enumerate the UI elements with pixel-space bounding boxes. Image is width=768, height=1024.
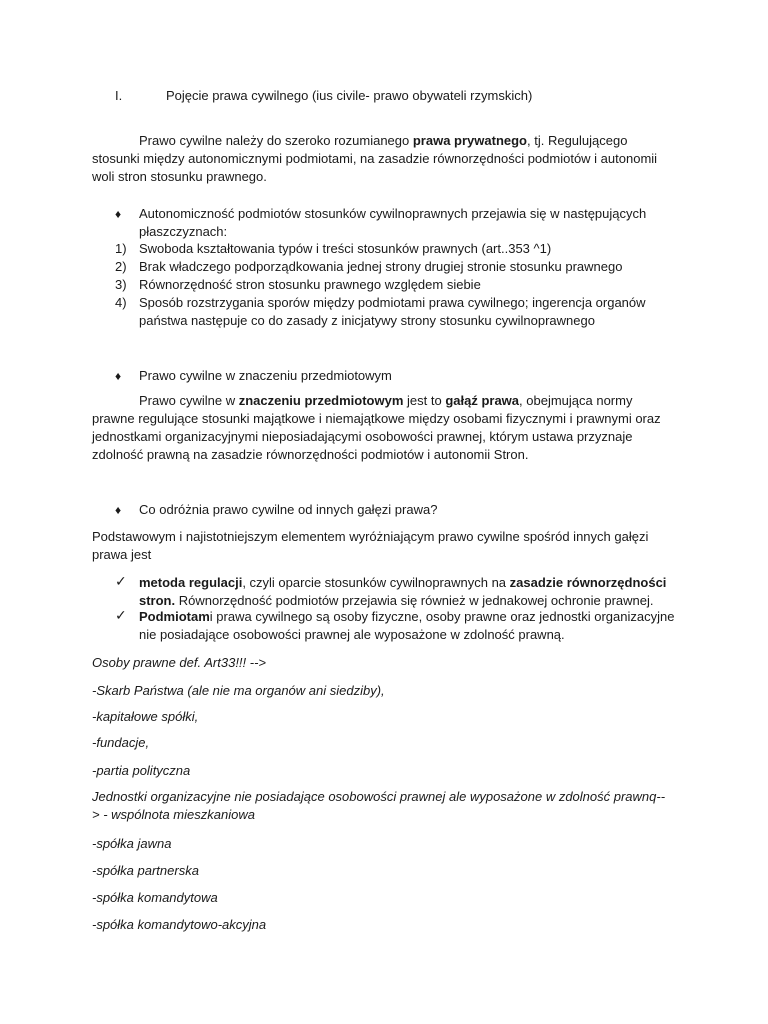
- italic-line: -spółka komandytowo-akcyjna: [92, 917, 267, 932]
- list-number: 3): [115, 277, 127, 292]
- p2-bold-b: znaczeniu przedmiotowym: [238, 393, 404, 408]
- p2-text-e: , obejmująca normy prawne regulujące stosunki majątkowe i niemajątkowe między osobami fizycznymi i prawnymi oraz jednostkami organizacyjnymi nieposiadającymi osobowości prawnej, którym ustawa przyznaje zdolność prawną na zasadzie równorzędności podmiotów i autonomii Stron.: [92, 393, 661, 462]
- list-item: Brak władczego podporządkowania jednej strony drugiej stronie stosunku prawnego: [139, 259, 623, 274]
- diamond-bullet-icon: ♦: [115, 503, 122, 517]
- check-item-metoda-regulacji: [139, 574, 679, 610]
- check-item-podmioty: [139, 608, 679, 644]
- paragraph-galaz-prawa: [92, 392, 672, 464]
- p2-text-a: Prawo cywilne w: [139, 393, 239, 408]
- c1-text-d: Równorzędność podmiotów przejawia się również w jednakowej ochronie prawnej.: [175, 593, 654, 608]
- italic-line: -fundacje,: [92, 735, 150, 750]
- italic-line: -spółka partnerska: [92, 863, 199, 878]
- p1-text-a: Prawo cywilne należy do szeroko rozumianego: [139, 133, 413, 148]
- bullet-autonomicznosc: Autonomiczność podmiotów stosunków cywilnoprawnych przejawia się w następujących płaszczyznach:: [139, 206, 647, 239]
- italic-line: -kapitałowe spółki,: [92, 709, 199, 724]
- heading-number: I.: [115, 88, 123, 103]
- check-icon: ✓: [115, 573, 127, 589]
- italic-paragraph: Jednostki organizacyjne nie posiadające osobowości prawnej ale wyposażone w zdolność prawnq--> - wspólnota mieszkaniowa: [92, 789, 666, 822]
- list-number: 4): [115, 295, 127, 310]
- italic-line: -partia polityczna: [92, 763, 191, 778]
- italic-line: -spółka jawna: [92, 836, 172, 851]
- diamond-bullet-icon: ♦: [115, 207, 122, 221]
- list-number: 2): [115, 259, 127, 274]
- check-icon: ✓: [115, 607, 127, 623]
- paragraph-prawo-cywilne: [92, 132, 672, 186]
- list-item: Sposób rozstrzygania sporów między podmiotami prawa cywilnego; ingerencja organów państwa następuje co do zasady z inicjatywy strony stosunku cywilnoprawnego: [139, 295, 646, 328]
- c2-bold-a: Podmiotam: [139, 609, 210, 624]
- bullet-co-odroznia: Co odróżnia prawo cywilne od innych gałęzi prawa?: [139, 502, 438, 517]
- c1-bold-c: zasadzie równorzędności stron.: [139, 575, 667, 608]
- italic-line: -Skarb Państwa (ale nie ma organów ani siedziby),: [92, 683, 385, 698]
- p1-text-c: , tj. Regulującego stosunki między autonomicznymi podmiotami, na zasadzie równorzędności podmiotów i autonomii woli stron stosunku prawnego.: [92, 133, 658, 184]
- diamond-bullet-icon: ♦: [115, 369, 122, 383]
- bullet-znaczenie-przedmiotowe: Prawo cywilne w znaczeniu przedmiotowym: [139, 368, 392, 383]
- italic-line: Osoby prawne def. Art33!!! -->: [92, 655, 267, 670]
- c2-text-b: i prawa cywilnego są osoby fizyczne, osoby prawne oraz jednostki organizacyjne nie posiadające osobowości prawnej ale wyposażone w zdolność prawną.: [139, 609, 675, 642]
- heading-text: Pojęcie prawa cywilnego (ius civile- prawo obywateli rzymskich): [166, 88, 533, 103]
- paragraph-podstawowym: Podstawowym i najistotniejszym elementem wyróżniającym prawo cywilne spośród innych gałęzi prawa jest: [92, 529, 649, 562]
- list-item: Swoboda kształtowania typów i treści stosunków prawnych (art..353 ^1): [139, 241, 552, 256]
- list-item: Równorzędność stron stosunku prawnego względem siebie: [139, 277, 481, 292]
- list-number: 1): [115, 241, 127, 256]
- c1-text-b: , czyli oparcie stosunków cywilnoprawnych na: [242, 575, 510, 590]
- p2-text-c: jest to: [403, 393, 446, 408]
- italic-line: -spółka komandytowa: [92, 890, 218, 905]
- c1-bold-a: metoda regulacji: [139, 575, 243, 590]
- p2-bold-d: gałąź prawa: [445, 393, 520, 408]
- p1-bold: prawa prywatnego: [412, 133, 527, 148]
